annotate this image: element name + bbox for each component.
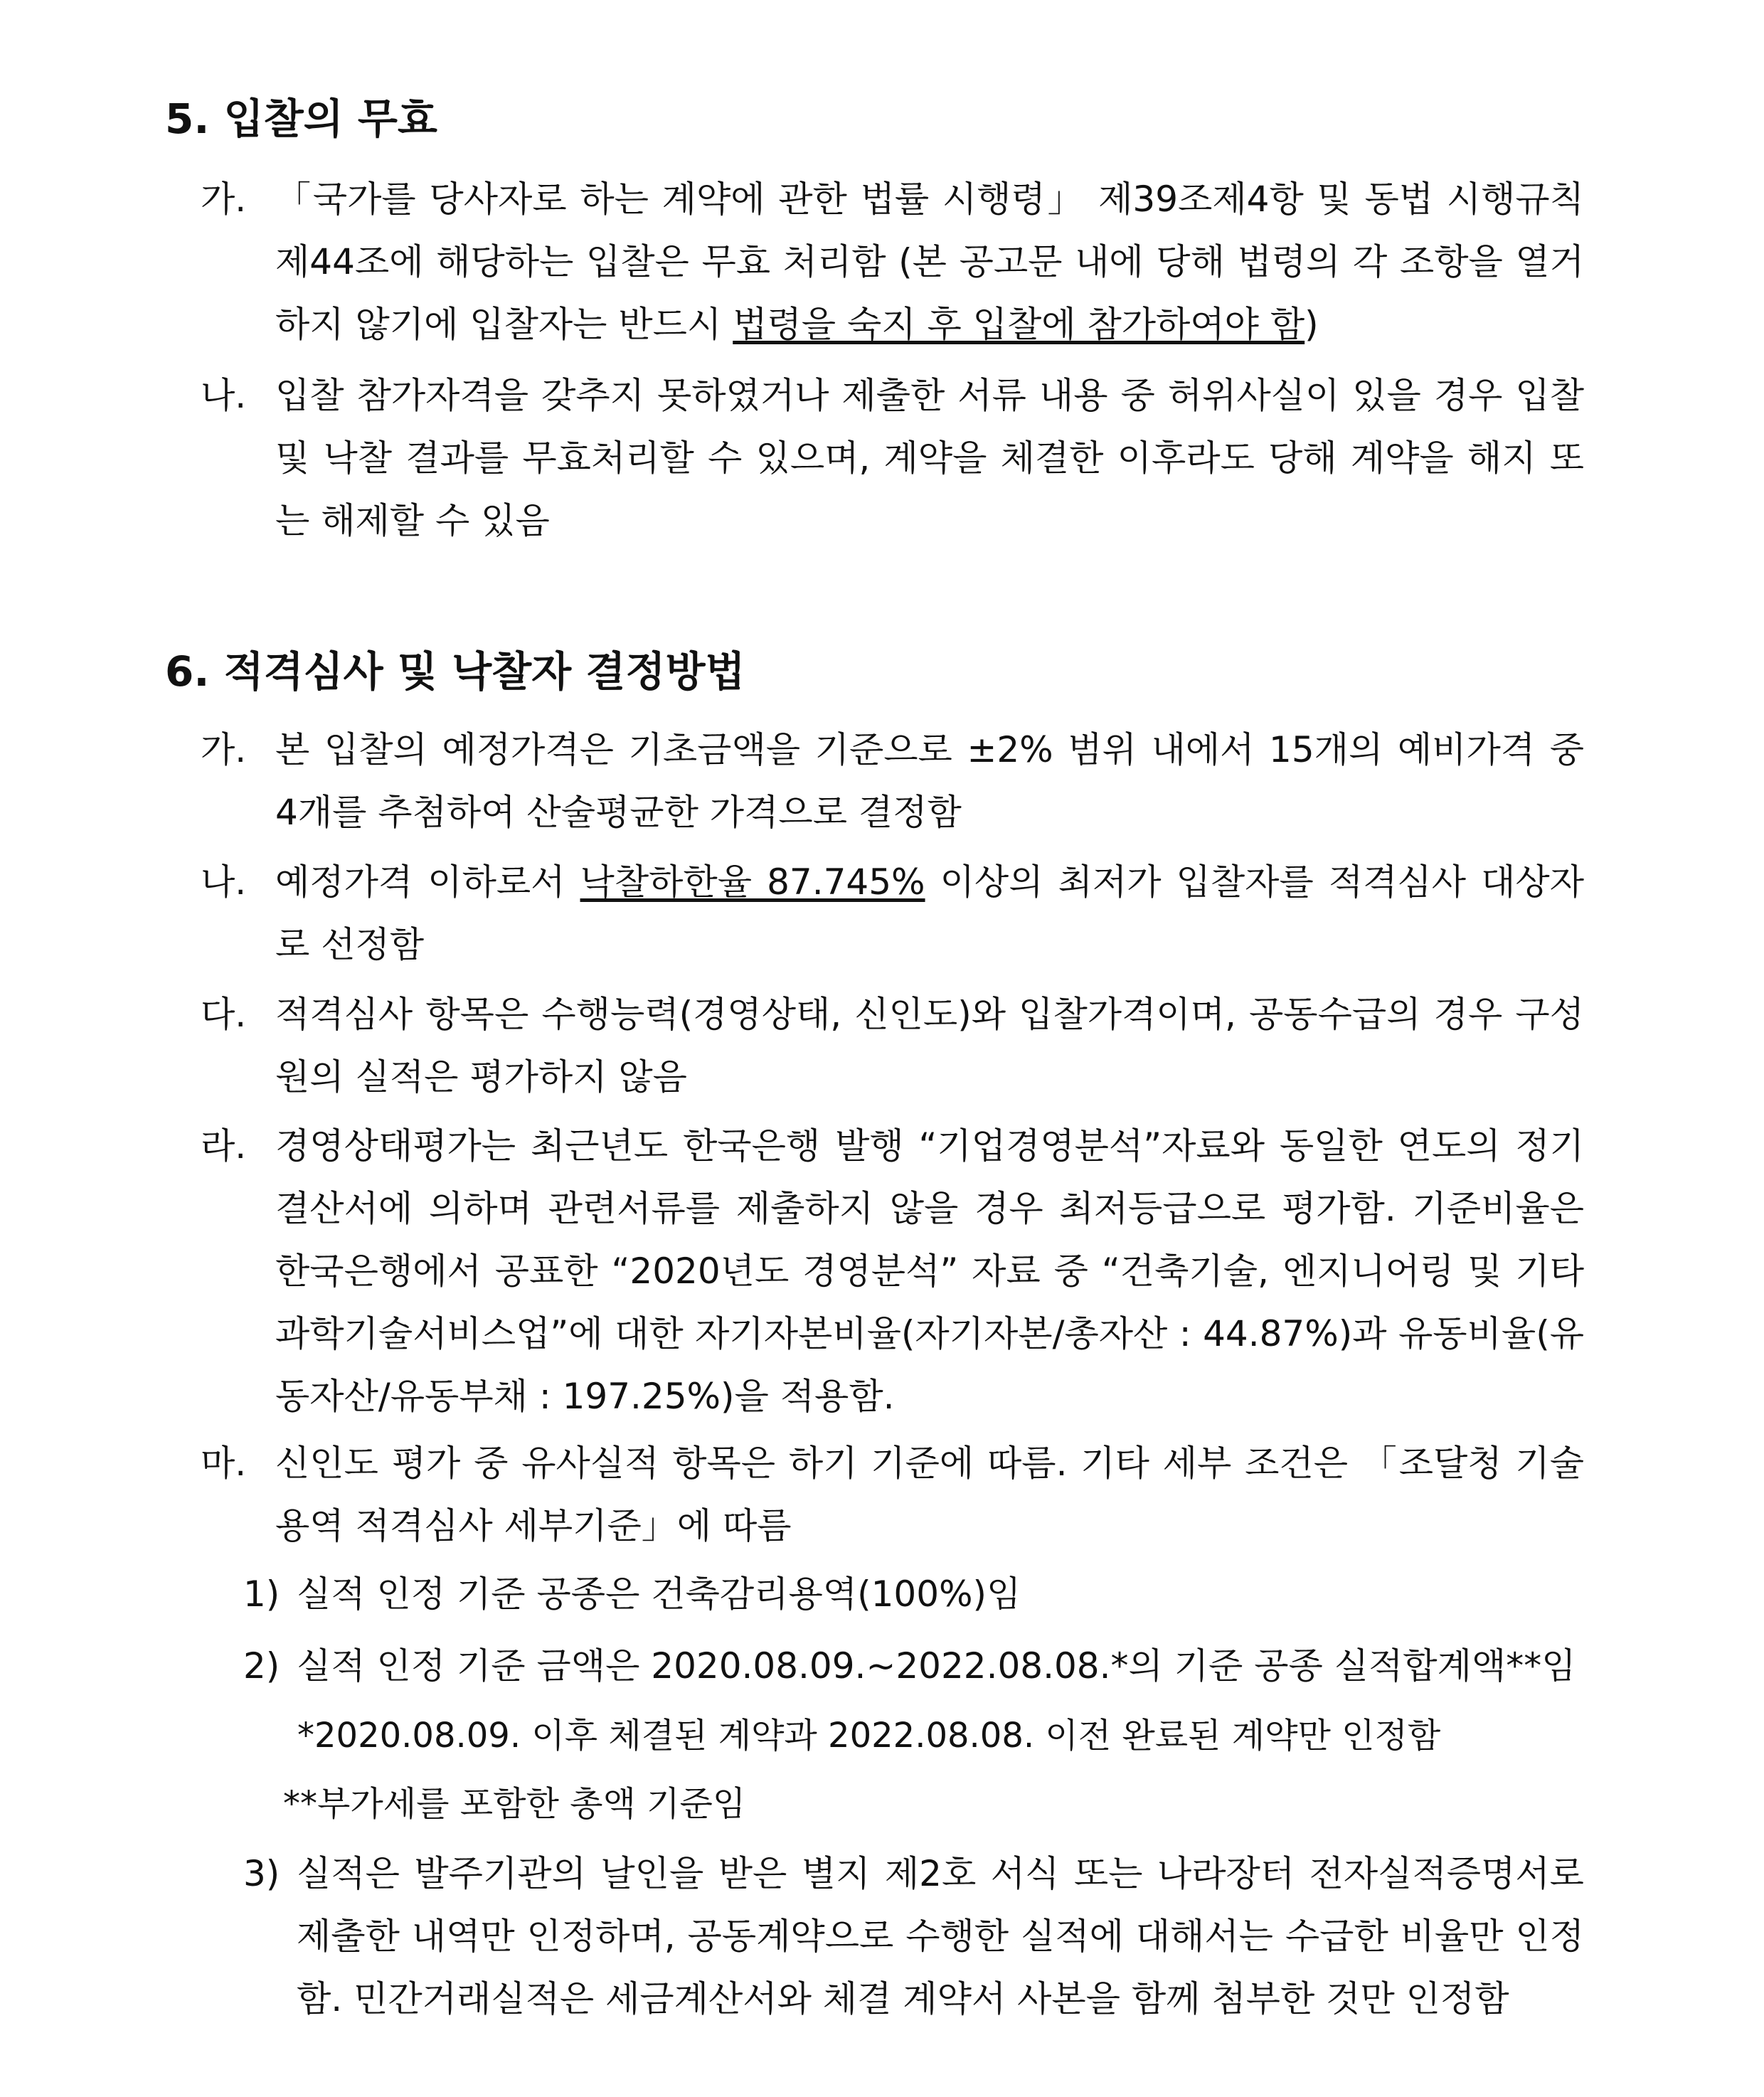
item-text: 경영상태평가는 최근년도 한국은행 발행 “기업경영분석”자료와 동일한 연도의 정기결산서에 의하며 관련서류를 제출하지 않을 경우 최저등급으로 평가함. 기준비율은 한국은행에서 공표한 “2020년도 경영분석” 자료 중 “건축기술, 엔지니어링 및 기타 과학기술서비스업”에 대한 자기자본비율(자기자본/총자산 : 44.87%)과 유동비율(유동자산/유동부채 : 197.25%)을 적용함. <box>275 1125 1584 1417</box>
section-6-item-ga <box>201 718 1584 844</box>
item-marker: 가. <box>201 729 247 770</box>
section-6-subitem-1 <box>243 1563 1584 1625</box>
section-6-subitem-2 <box>243 1635 1584 1697</box>
item-text: 입찰 참가자격을 갖추지 못하였거나 제출한 서류 내용 중 허위사실이 있을 경우 입찰 및 낙찰 결과를 무효처리할 수 있으며, 계약을 체결한 이후라도 당해 계약을 해지 또는 해제할 수 있음 <box>275 375 1584 541</box>
section-6-item-da <box>201 983 1584 1108</box>
section-5-item-na <box>201 364 1584 552</box>
section-6-subitem-3 <box>243 1842 1584 2030</box>
underlined-text: 낙찰하한율 87.745% <box>580 861 925 903</box>
item-marker: 마. <box>201 1443 247 1484</box>
subitem-text: 실적은 발주기관의 날인을 받은 별지 제2호 서식 또는 나라장터 전자실적증명서로 제출한 내역만 인정하며, 공동계약으로 수행한 실적에 대해서는 수급한 비율만 인정함. 민간거래실적은 세금계산서와 체결 계약서 사본을 함께 첨부한 것만 인정함 <box>297 1853 1584 2019</box>
section-6-item-ra <box>201 1115 1584 1428</box>
item-text-part: 이상의 최저가 입찰자를 적격심사 대상자로 선정함 <box>275 861 1584 965</box>
item-marker: 라. <box>201 1125 247 1167</box>
section-6-item-ma <box>201 1432 1584 1557</box>
subitem-marker: 1) <box>243 1573 280 1615</box>
footnote-single-asterisk: *2020.08.09. 이후 체결된 계약과 2022.08.08. 이전 완료된 계약만 인정함 <box>297 1716 1441 1756</box>
section-6-heading: 6. 적격심사 및 낙찰자 결정방법 <box>165 647 745 696</box>
item-text: 신인도 평가 중 유사실적 항목은 하기 기준에 따름. 기타 세부 조건은 「조달청 기술용역 적격심사 세부기준」에 따름 <box>275 1443 1584 1546</box>
item-text-part: ) <box>1305 304 1319 345</box>
subitem-marker: 2) <box>243 1645 280 1687</box>
item-text <box>275 851 1584 976</box>
footnote-double-asterisk: **부가세를 포함한 총액 기준임 <box>283 1784 746 1824</box>
item-marker: 다. <box>201 994 247 1035</box>
item-marker: 나. <box>201 861 247 903</box>
underlined-text: 법령을 숙지 후 입찰에 참가하여야 함 <box>733 304 1305 345</box>
subitem-text: 실적 인정 기준 공종은 건축감리용역(100%)임 <box>297 1573 1021 1615</box>
item-text: 본 입찰의 예정가격은 기초금액을 기준으로 ±2% 범위 내에서 15개의 예비가격 중 4개를 추첨하여 산술평균한 가격으로 결정함 <box>275 729 1584 833</box>
item-text: 적격심사 항목은 수행능력(경영상태, 신인도)와 입찰가격이며, 공동수급의 경우 구성원의 실적은 평가하지 않음 <box>275 994 1584 1098</box>
subitem-text: 실적 인정 기준 금액은 2020.08.09.~2022.08.08.*의 기준 공종 실적합계액**임 <box>297 1645 1576 1687</box>
item-marker: 나. <box>201 375 247 416</box>
section-5-item-ga <box>201 168 1584 356</box>
section-6-item-na <box>201 851 1584 976</box>
subitem-marker: 3) <box>243 1853 280 1894</box>
item-text <box>275 168 1584 356</box>
item-text-part: 예정가격 이하로서 <box>275 861 580 903</box>
section-5-heading: 5. 입찰의 무효 <box>165 95 437 143</box>
item-marker: 가. <box>201 179 247 220</box>
item-text-part: 「국가를 당사자로 하는 계약에 관한 법률 시행령」 제39조제4항 및 동법 시행규칙 제44조에 해당하는 입찰은 무효 처리함 (본 공고문 내에 당해 법령의 각 조항을 열거하지 않기에 입찰자는 반드시 <box>275 179 1584 345</box>
